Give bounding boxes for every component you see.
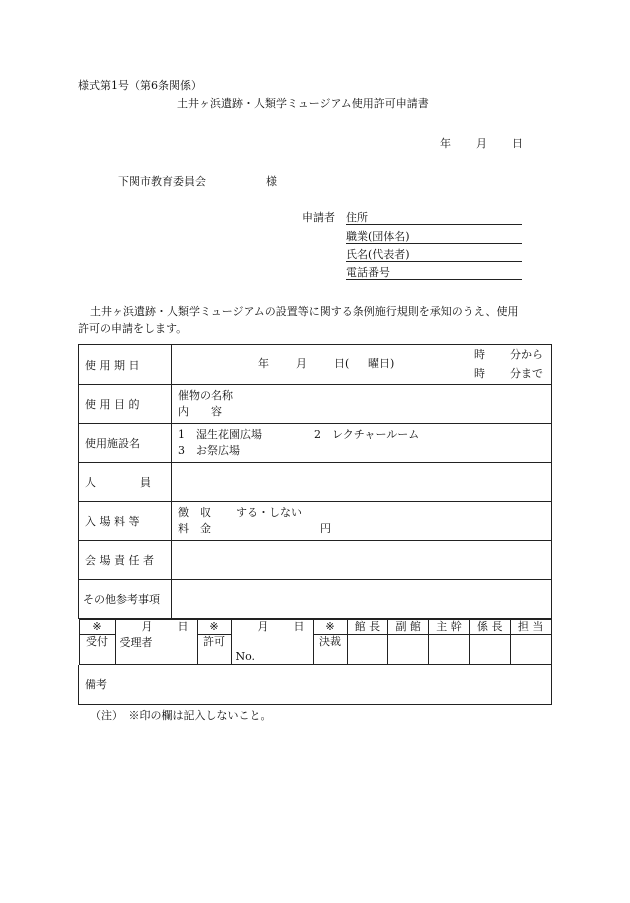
facility-label: 使用施設名 (79, 424, 172, 463)
permit-number-label: No. (235, 650, 256, 663)
office-use-table (79, 619, 552, 665)
fee-collect-label: 徴 収 (178, 506, 211, 519)
admission-fee-label: 入 場 料 等 (79, 502, 172, 541)
applicant-label: 申請者 (302, 211, 335, 224)
date-year-label: 年 (440, 137, 451, 150)
approver-deputy-director: 副 館 (388, 620, 429, 635)
venue-manager-label: 会 場 責 任 者 (79, 541, 172, 580)
fee-yen: 円 (320, 522, 331, 535)
receiver-label: 受理者 (119, 636, 153, 649)
form-number: 様式第1号（第6条関係） (78, 79, 202, 92)
applicant-name-label: 氏名(代表者) (346, 248, 410, 261)
applicant-phone-line[interactable] (346, 279, 522, 280)
period-hour-from: 時 (474, 348, 485, 361)
period-year: 年 (258, 357, 269, 370)
applicant-occupation-label: 職業(団体名) (346, 230, 410, 243)
usage-purpose-label: 使 用 目 的 (79, 385, 172, 424)
row-people (79, 463, 552, 502)
row-usage-period (79, 345, 552, 385)
intro-line-2: 許可の申請をします。 (78, 322, 188, 335)
usage-purpose-field[interactable] (172, 385, 552, 424)
period-to: 分まで (510, 367, 543, 380)
footnote: （注） ※印の欄は記入しないこと。 (90, 709, 272, 722)
row-facility (79, 424, 552, 463)
permit-label: 許可 (197, 635, 231, 665)
decision-mark: ※ (313, 620, 347, 635)
addressee-name: 下関市教育委員会 (118, 175, 206, 188)
approver-staff: 担 当 (510, 620, 551, 635)
period-weekday: 曜日) (368, 357, 395, 370)
purpose-content: 内 容 (178, 405, 222, 418)
date-month-label: 月 (476, 137, 487, 150)
form-title: 土井ヶ浜遺跡・人類学ミュージアム使用許可申請書 (177, 97, 429, 110)
other-notes-label: その他参考事項 (79, 580, 172, 619)
period-day: 日( (334, 357, 350, 370)
row-venue-manager (79, 541, 552, 580)
application-form-table (78, 344, 552, 705)
stamp-chief[interactable] (429, 635, 470, 665)
period-hour-to: 時 (474, 367, 485, 380)
receipt-label: 受付 (79, 635, 115, 665)
other-notes-field[interactable] (172, 580, 552, 619)
usage-period-field[interactable] (172, 345, 552, 385)
decision-label: 決裁 (313, 635, 347, 665)
receipt-day: 日 (177, 620, 189, 633)
fee-amount-label: 料 金 (178, 522, 211, 535)
applicant-phone-label: 電話番号 (346, 266, 390, 279)
remarks-label: 備考 (85, 678, 107, 692)
remarks-field[interactable] (79, 665, 552, 704)
stamp-staff[interactable] (510, 635, 551, 665)
people-label: 人 員 (79, 463, 172, 502)
approver-section-head: 係 長 (469, 620, 510, 635)
purpose-event-name: 催物の名称 (178, 389, 233, 402)
row-remarks (79, 665, 552, 704)
row-office-use (79, 619, 552, 666)
row-admission-fee (79, 502, 552, 541)
permit-mark: ※ (197, 620, 231, 635)
period-month: 月 (296, 357, 307, 370)
receipt-mark: ※ (79, 620, 115, 635)
stamp-director[interactable] (347, 635, 388, 665)
facility-field[interactable] (172, 424, 552, 463)
date-day-label: 日 (512, 137, 523, 150)
facility-option-2[interactable]: 2 レクチャールーム (314, 428, 420, 441)
row-usage-purpose (79, 385, 552, 424)
facility-option-1[interactable]: 1 湿生花園広場 (178, 428, 262, 441)
people-field[interactable] (172, 463, 552, 502)
stamp-deputy-director[interactable] (388, 635, 429, 665)
applicant-address-label: 住所 (346, 211, 368, 224)
approver-chief: 主 幹 (429, 620, 470, 635)
permit-day: 日 (293, 620, 305, 633)
usage-period-label: 使 用 期 日 (79, 345, 172, 385)
facility-option-3[interactable]: 3 お祭広場 (178, 444, 240, 457)
approver-director: 館 長 (347, 620, 388, 635)
stamp-section-head[interactable] (469, 635, 510, 665)
fee-collect-choice[interactable]: する・しない (236, 506, 302, 519)
intro-line-1: 土井ヶ浜遺跡・人類学ミュージアムの設置等に関する条例施行規則を承知のうえ、使用 (90, 305, 519, 318)
applicant-name-line[interactable] (346, 261, 522, 262)
venue-manager-field[interactable] (172, 541, 552, 580)
permit-month: 月 (257, 620, 269, 633)
admission-fee-field[interactable] (172, 502, 552, 541)
permit-date-field[interactable] (231, 620, 313, 665)
applicant-occupation-line[interactable] (346, 243, 522, 244)
receipt-month: 月 (141, 620, 153, 633)
receipt-date-field[interactable] (115, 620, 197, 665)
period-from: 分から (510, 348, 543, 361)
row-other-notes (79, 580, 552, 619)
applicant-address-line[interactable] (346, 224, 522, 225)
addressee-honorific: 様 (266, 175, 277, 188)
